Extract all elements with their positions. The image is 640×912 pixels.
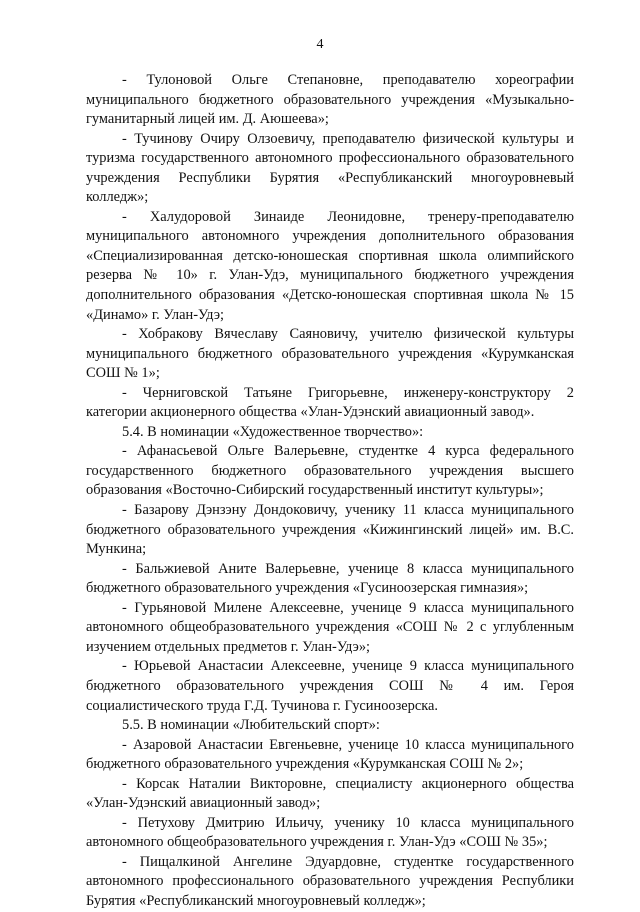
award-entry-balzhieva: - Бальжиевой Аните Валерьевне, ученице 8 класса муниципального бюджетного образовательного учреждения «Гусиноозерская гимназия»; [86,560,574,597]
award-entry-chernigovskaya: - Черниговской Татьяне Григорьевне, инженеру-конструктору 2 категории акционерного общества «Улан-Удэнский авиационный завод». [86,384,574,421]
award-entry-azarova: - Азаровой Анастасии Евгеньевне, ученице 10 класса муниципального бюджетного образовательного учреждения «Курумканская СОШ № 2»; [86,736,574,773]
award-entry-tulonova: - Тулоновой Ольге Степановне, преподавателю хореографии муниципального бюджетного образовательного учреждения «Музыкально-гуманитарный лицей им. Д. Аюшеева»; [86,72,574,128]
section-heading-sport: 5.5. В номинации «Любительский спорт»: [122,717,380,734]
award-entry-petukhov: - Петухову Дмитрию Ильичу, ученику 10 класса муниципального автономного общеобразовательного учреждения г. Улан-Удэ «СОШ № 35»; [86,814,574,851]
award-entry-khaludorova: - Халудоровой Зинаиде Леонидовне, тренеру-преподавателю муниципального автономного учреждения дополнительного образования «Специализированная детско-юношеская спортивная школа олимпийского резерва № 10» г. Улан-Удэ, муниципального бюджетного учреждения дополнительного образования «Детско-юношеская спортивная школа № 15 «Динамо» г. Улан-Удэ; [86,208,574,323]
award-entry-guryanova: - Гурьяновой Милене Алексеевне, ученице 9 класса муниципального автономного общеобразовательного учреждения «СОШ № 2 с углубленным изучением отдельных предметов г. Улан-Удэ»; [86,599,574,655]
award-entry-khobrakov: - Хобракову Вячеславу Саяновичу, учителю физической культуры муниципального бюджетного образовательного учреждения «Курумканская СОШ № 1»; [86,326,574,382]
award-entry-bazarov: - Базарову Дэнзэну Дондоковичу, ученику 11 класса муниципального бюджетного образовательного учреждения «Кижингинский лицей» им. В.С. Мункина; [86,502,574,558]
award-entry-pishchalkina: - Пищалкиной Ангелине Эдуардовне, студентке государственного автономного профессионального образовательного учреждения Республики Бурятия «Республиканский многоуровневый колледж»; [86,853,574,909]
award-entry-tuchinov: - Тучинову Очиру Олзоевичу, преподавателю физической культуры и туризма государственного автономного профессионального образовательного учреждения Республики Бурятия «Республиканский многоуровневый колледж»; [86,130,574,206]
award-entry-yuryeva: - Юрьевой Анастасии Алексеевне, ученице 9 класса муниципального бюджетного образовательного учреждения СОШ № 4 им. Героя социалистического труда Г.Д. Тучинова г. Гусиноозерска. [86,658,574,714]
page-number: 4 [316,37,324,52]
section-heading-art: 5.4. В номинации «Художественное творчество»: [122,423,424,440]
award-entry-korsak: - Корсак Наталии Викторовне, специалисту акционерного общества «Улан-Удэнский авиационный завод»; [86,775,574,812]
award-entry-afanasyeva: - Афанасьевой Ольге Валерьевне, студентке 4 курса федерального государственного бюджетного образовательного учреждения высшего образования «Восточно-Сибирский государственный институт культуры»; [86,443,574,499]
document-body [86,71,574,912]
